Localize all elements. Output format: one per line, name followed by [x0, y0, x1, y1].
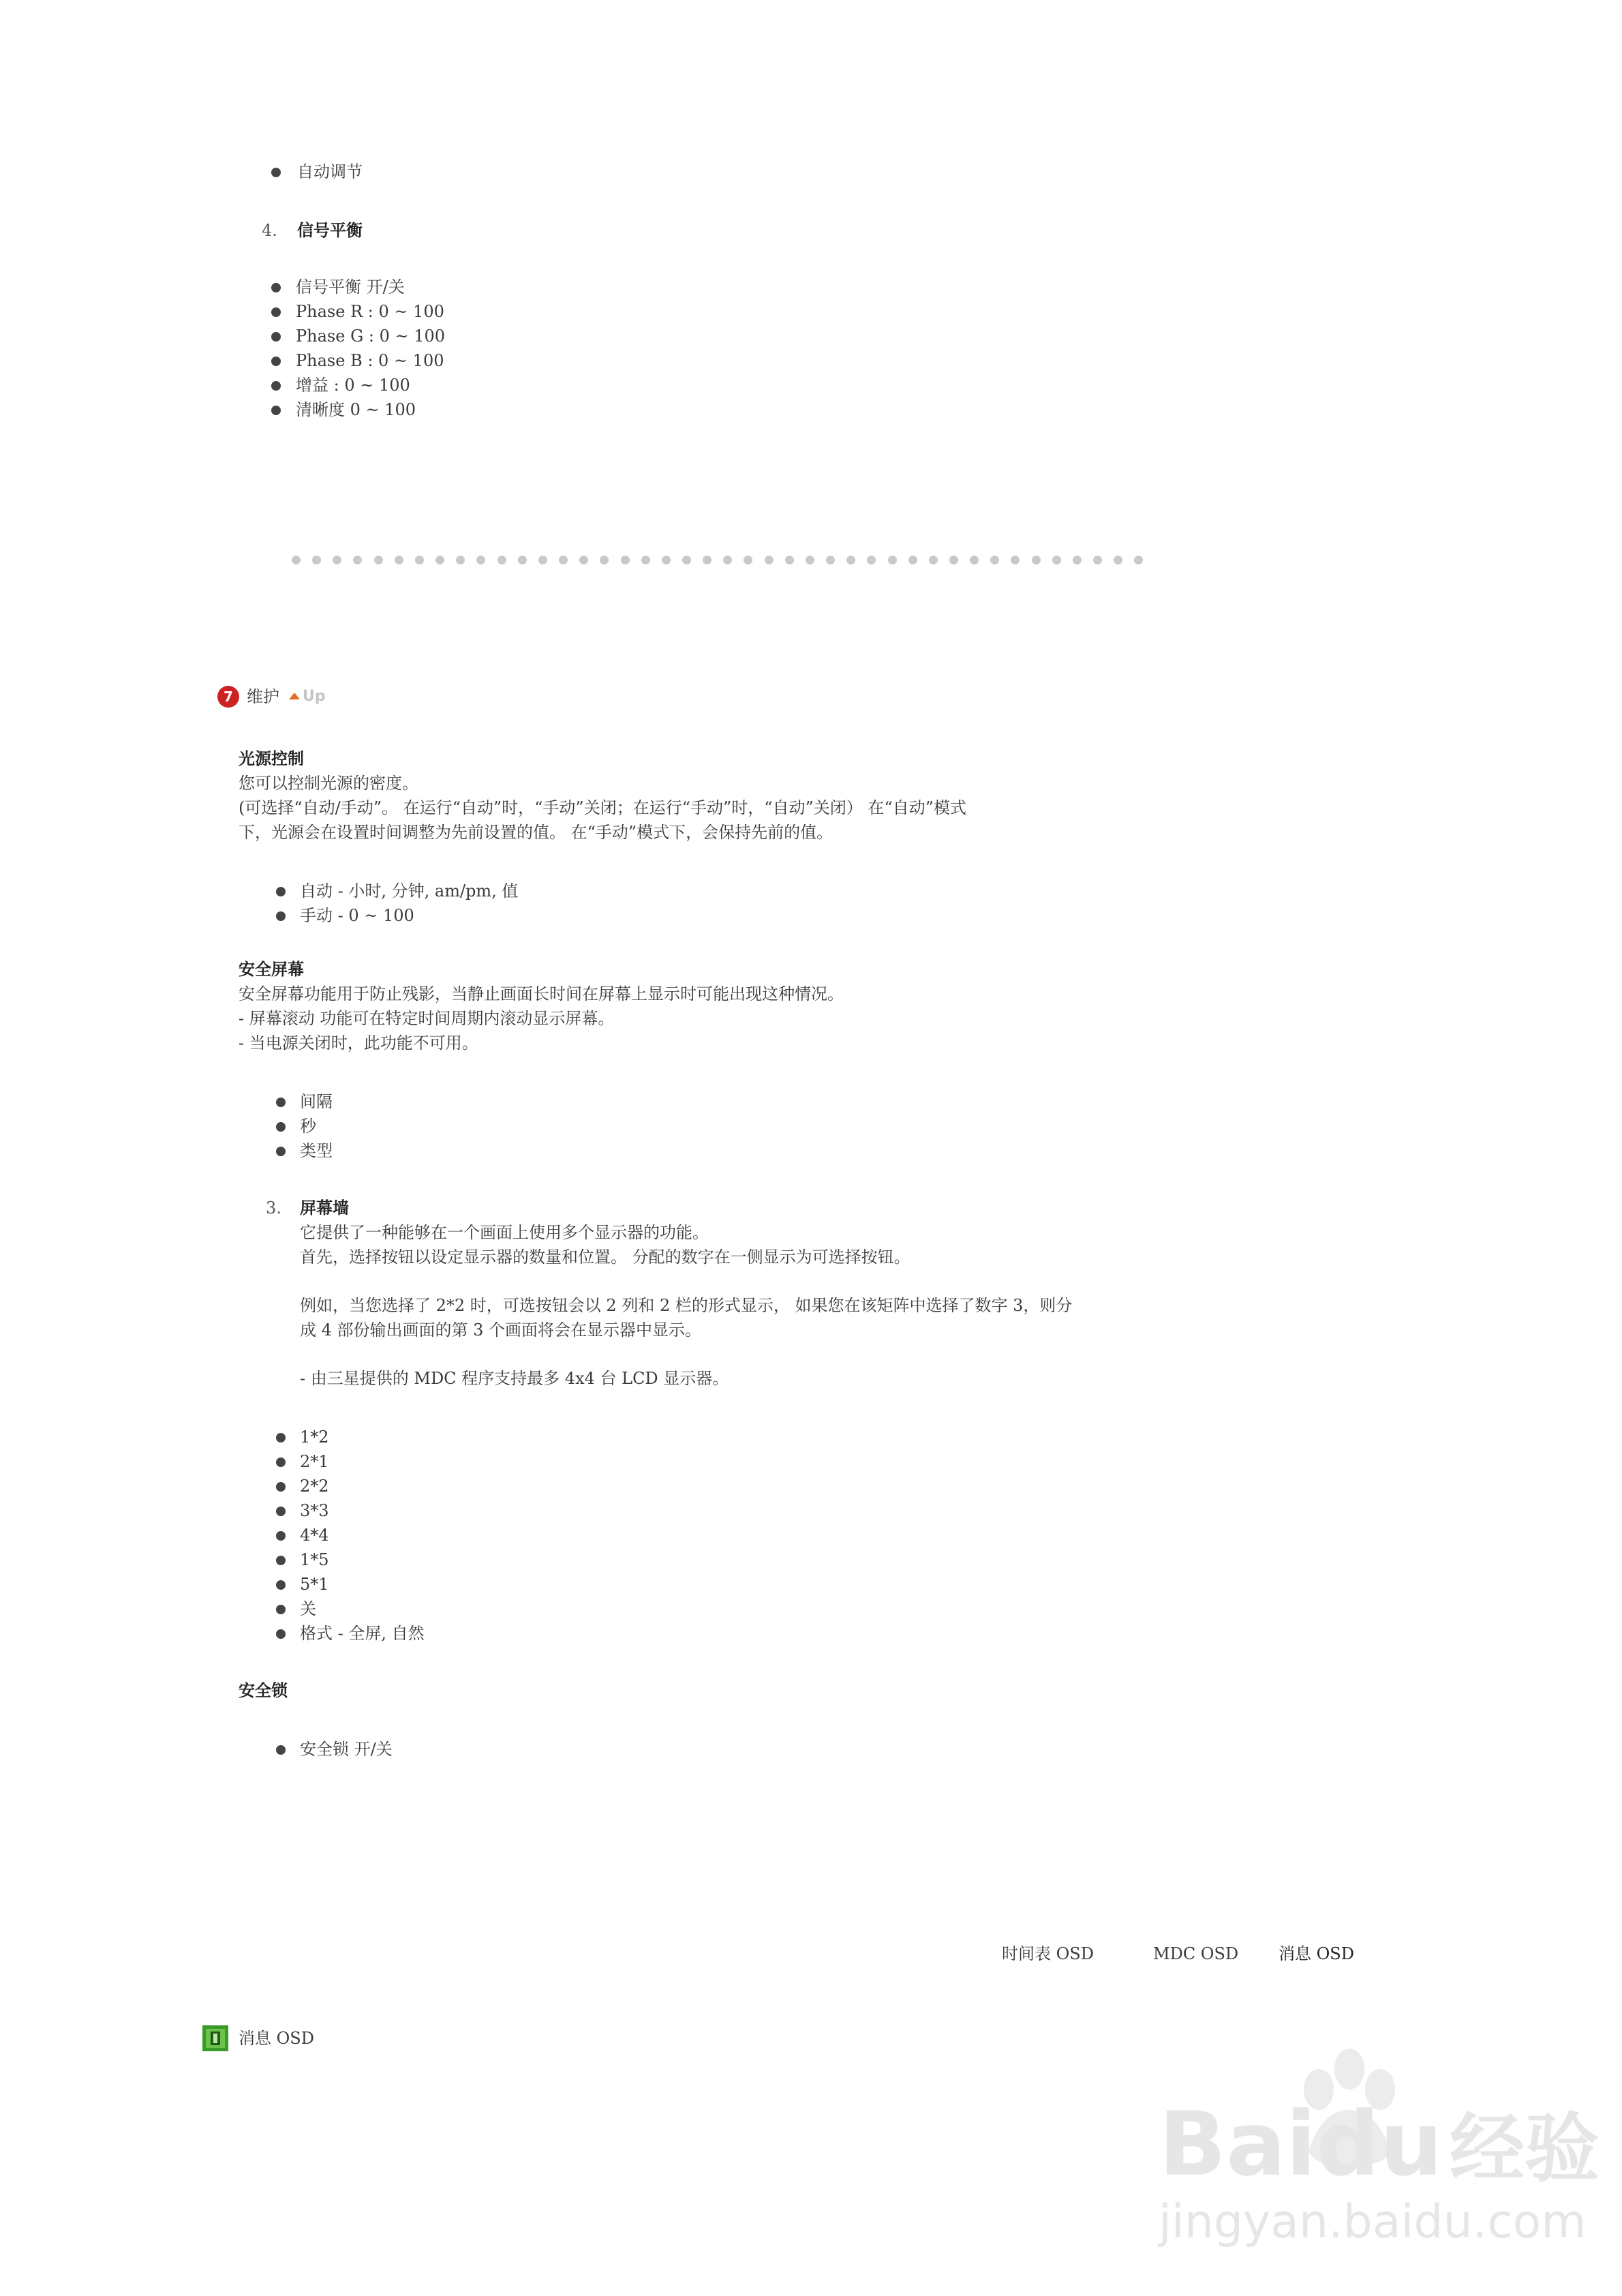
- bullet: [271, 381, 281, 391]
- dotted-divider: [292, 556, 1144, 565]
- section-heading: 消息 OSD: [239, 2029, 314, 2048]
- watermark-brand-suffix: du: [1316, 2092, 1443, 2196]
- list-item: 秒: [300, 1117, 316, 1136]
- paragraph-line: - 当电源关闭时，此功能不可用。: [239, 1033, 478, 1053]
- paragraph-line: 安全屏幕功能用于防止残影，当静止画面长时间在屏幕上显示时可能出现这种情况。: [239, 984, 844, 1003]
- section-title: 信号平衡: [297, 220, 363, 240]
- list-item: Phase R : 0 ~ 100: [296, 302, 444, 321]
- up-label: Up: [303, 687, 326, 705]
- bullet: [276, 1482, 286, 1492]
- list-item: 清晰度 0 ~ 100: [296, 400, 416, 419]
- watermark-brand: Bai: [1159, 2092, 1317, 2196]
- bullet: [276, 911, 286, 921]
- nav-link-schedule-osd[interactable]: 时间表 OSD: [1002, 1944, 1094, 1963]
- up-link[interactable]: [289, 686, 326, 706]
- bullet: [276, 1531, 286, 1541]
- list-item: 自动调节: [297, 162, 363, 181]
- section-number: 3.: [266, 1198, 281, 1218]
- list-item: 关: [300, 1599, 316, 1618]
- watermark-service: 经验: [1449, 2105, 1600, 2192]
- bullet: [276, 1580, 286, 1590]
- paragraph-note: - 由三星提供的 MDC 程序支持最多 4x4 台 LCD 显示器。: [300, 1369, 729, 1388]
- list-item: 3*3: [300, 1501, 329, 1520]
- bullet: [276, 1098, 286, 1107]
- paragraph-line: - 屏幕滚动 功能可在特定时间周期内滚动显示屏幕。: [239, 1009, 615, 1028]
- list-item: 间隔: [300, 1092, 333, 1111]
- list-item: 1*2: [300, 1428, 329, 1447]
- subsection-title: 屏幕墙: [300, 1198, 349, 1218]
- list-item: 类型: [300, 1141, 333, 1160]
- nav-link-mdc-osd[interactable]: MDC OSD: [1153, 1944, 1239, 1963]
- bullet: [271, 168, 281, 177]
- bullet: [276, 1745, 286, 1755]
- section-marker-icon: [217, 685, 240, 708]
- bullet: [276, 1605, 286, 1614]
- bullet: [271, 283, 281, 292]
- bullet: [276, 887, 286, 896]
- svg-text:7: 7: [224, 689, 233, 705]
- list-item: 安全锁 开/关: [300, 1740, 393, 1759]
- paragraph-line: 下，光源会在设置时间调整为先前设置的值。 在“手动”模式下，会保持先前的值。: [239, 823, 833, 842]
- bullet: [276, 1629, 286, 1639]
- bullet: [276, 1507, 286, 1516]
- list-item: 5*1: [300, 1575, 329, 1594]
- bullet: [271, 357, 281, 366]
- list-item: Phase B : 0 ~ 100: [296, 351, 444, 370]
- paragraph-line: 首先，选择按钮以设定显示器的数量和位置。 分配的数字在一侧显示为可选择按钮。: [300, 1248, 911, 1267]
- list-item: 4*4: [300, 1526, 329, 1545]
- bullet: [276, 1457, 286, 1467]
- bullet: [271, 332, 281, 342]
- bullet: [271, 307, 281, 317]
- paragraph-line: 例如，当您选择了 2*2 时，可选按钮会以 2 列和 2 栏的形式显示， 如果您在该矩阵中选择了数字 3，则分: [300, 1296, 1073, 1315]
- bullet: [276, 1147, 286, 1156]
- paragraph-line: 您可以控制光源的密度。: [239, 774, 418, 793]
- paragraph-line: (可选择“自动/手动”。 在运行“自动”时，“手动”关闭；在运行“手动”时，“自动”关闭） 在“自动”模式: [239, 798, 966, 817]
- bullet: [276, 1433, 286, 1442]
- watermark-url: jingyan.baidu.com: [1159, 2195, 1587, 2249]
- arrow-up-icon: [289, 693, 300, 699]
- list-item: 1*5: [300, 1550, 329, 1569]
- list-item: 2*1: [300, 1452, 329, 1471]
- list-item: 格式 - 全屏, 自然: [300, 1624, 425, 1643]
- subsection-title: 安全屏幕: [239, 959, 304, 979]
- section-marker-icon: [202, 2025, 229, 2052]
- bullet: [276, 1122, 286, 1132]
- section-heading: 维护: [247, 687, 279, 706]
- subsection-title: 安全锁: [239, 1680, 288, 1700]
- subsection-title: 光源控制: [239, 749, 304, 768]
- bullet: [276, 1556, 286, 1565]
- nav-link-message-osd[interactable]: 消息 OSD: [1279, 1944, 1354, 1963]
- list-item: 信号平衡 开/关: [296, 277, 405, 297]
- bullet: [271, 406, 281, 415]
- list-item: 自动 - 小时, 分钟, am/pm, 值: [300, 881, 519, 901]
- list-item: 手动 - 0 ~ 100: [300, 906, 414, 925]
- list-item: 2*2: [300, 1477, 329, 1496]
- list-item: Phase G : 0 ~ 100: [296, 327, 446, 346]
- paragraph-line: 成 4 部份输出画面的第 3 个画面将会在显示器中显示。: [300, 1320, 702, 1340]
- section-number: 4.: [262, 221, 277, 240]
- list-item: 增益 : 0 ~ 100: [296, 376, 410, 395]
- paragraph-line: 它提供了一种能够在一个画面上使用多个显示器的功能。: [300, 1223, 709, 1242]
